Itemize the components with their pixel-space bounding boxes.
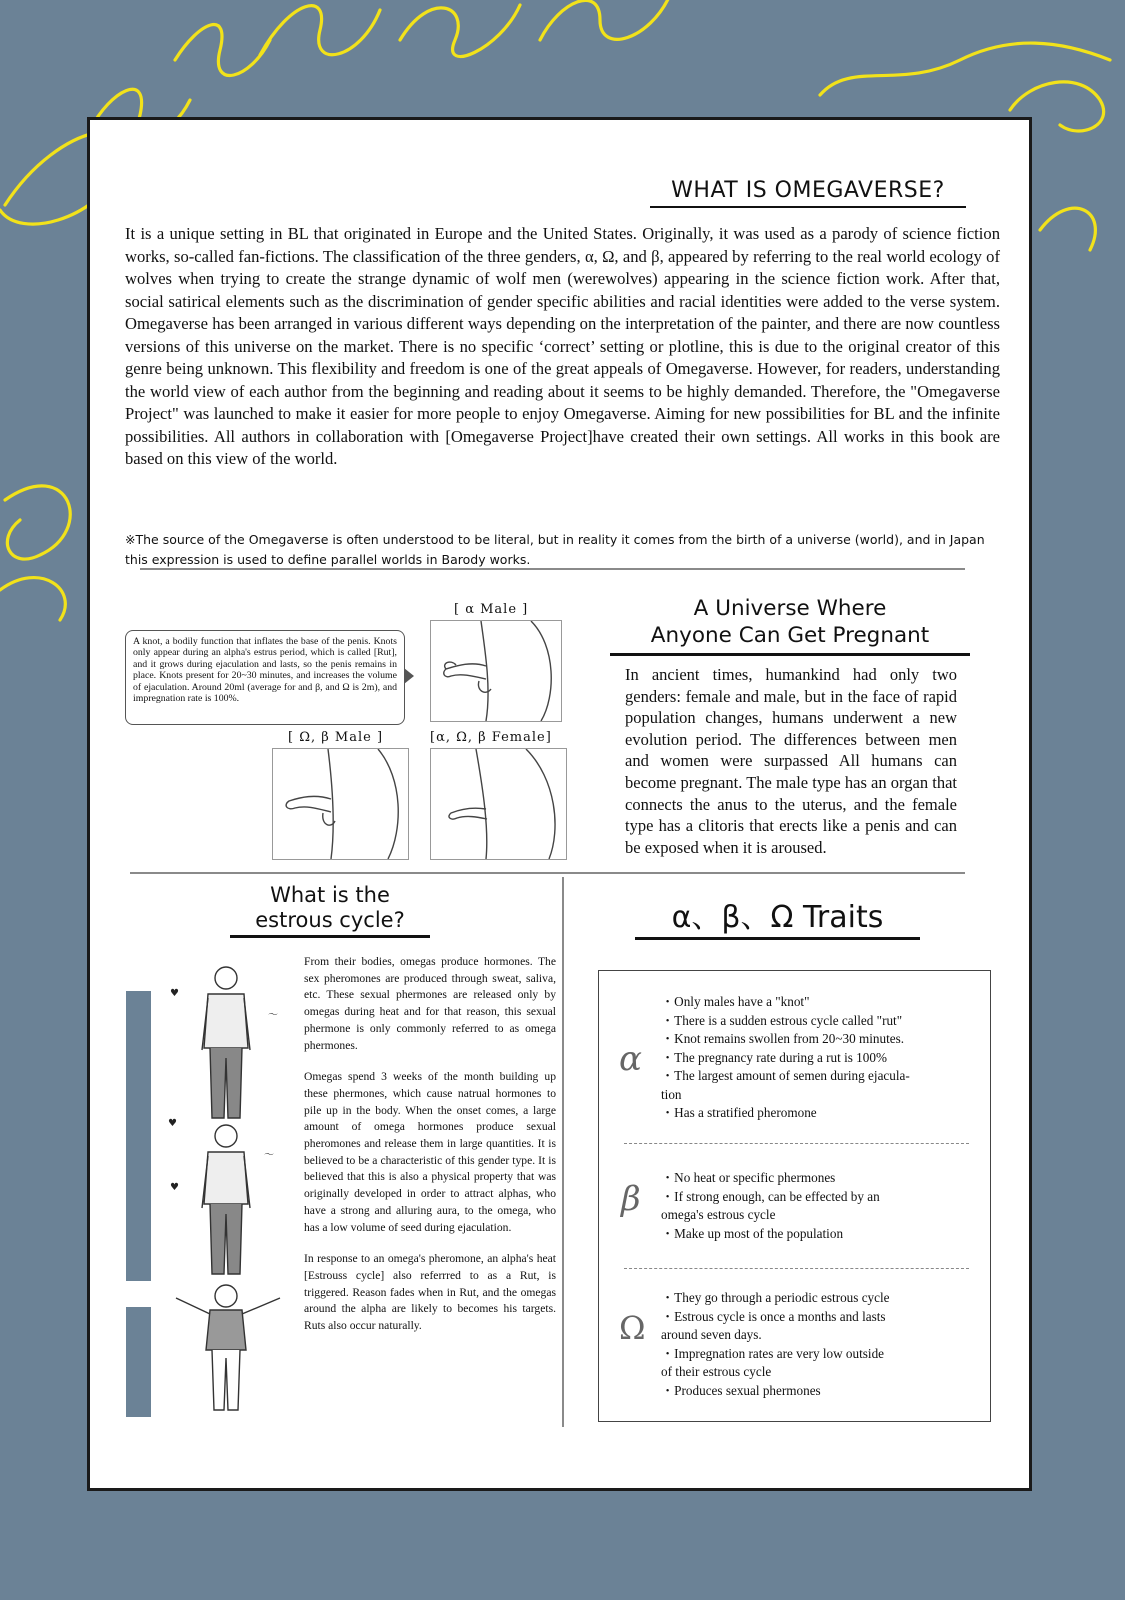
trait-item: ・Knot remains swollen from 20~30 minutes. [661,1031,905,1046]
trait-item: omega's estrous cycle [661,1207,776,1222]
figure-label-alpha-male: [ α Male ] [454,602,529,617]
trait-item: of their estrous cycle [661,1364,772,1379]
panel-bar-top [126,991,151,1281]
trait-item: ・Impregnation rates are very low outside [661,1345,885,1361]
section-divider-2 [130,872,965,874]
trait-item: ・If strong enough, can be effected by an [661,1188,880,1204]
column-divider [562,877,564,1427]
knot-callout: A knot, a bodily function that inflates the base of the penis. Knots only appear during an alpha's estrus period, which is called [Rut], and it grows during ejaculation and lasts, so the penis remains in place. Knots present for 20~30 minutes, and increases the volume of ejaculation. Around 20ml (average for and β, and Ω is 2m), and impregnation rate is 100%. [125,630,405,725]
figure-female [430,748,567,860]
female-illustration [431,749,566,859]
estrous-heading-line2: estrous cycle? [255,908,405,932]
universe-heading-line1: A Universe Where [693,596,887,621]
trait-divider [624,1143,969,1144]
trait-item: ・Estrous cycle is once a months and lasts [661,1308,886,1324]
estrous-heading [230,883,430,933]
traits-box [598,970,991,1422]
panel-bar-bottom [126,1307,151,1417]
estrous-heading-line1: What is the [270,883,390,907]
svg-text:♥: ♥ [168,1118,177,1129]
estrous-text [304,954,556,1350]
svg-text:〜: 〜 [264,1150,274,1161]
figure-label-female: [α, Ω, β Female] [430,730,552,745]
estrous-paragraph-1: From their bodies, omegas produce hormones. The sex pheromones are produced through sweat, saliva, etc. These sexual phermones are released only by omegas during heat and for that reason, this sexual phermone is only commonly referred to as omega phermones. [304,955,556,1052]
alpha-traits-list [661,993,910,1123]
svg-text:〜: 〜 [268,1010,278,1021]
estrous-heading-rule [230,935,430,938]
trait-item: ・Make up most of the population [661,1225,844,1241]
figure-omega-beta-male [272,748,409,860]
trait-divider [624,1268,969,1269]
page-title: WHAT IS OMEGAVERSE? [650,178,966,208]
figure-label-omega-beta-male: [ Ω, β Male ] [288,730,384,745]
section-divider [140,568,965,570]
trait-item: ・There is a sudden estrous cycle called "rut" [661,1012,903,1028]
trait-item: tion [661,1086,682,1102]
alpha-male-illustration [431,621,561,721]
omega-beta-male-illustration [273,749,408,859]
trait-item: ・They go through a periodic estrous cycle [661,1290,890,1305]
svg-text:♥: ♥ [170,988,179,999]
traits-heading: α、β、Ω Traits [671,900,884,935]
trait-item: around seven days. [661,1327,762,1342]
alpha-symbol-icon: α [619,1039,642,1079]
trait-item: ・Only males have a "knot" [661,994,810,1009]
trait-item: ・The pregnancy rate during a rut is 100% [661,1049,887,1065]
beta-traits-list [661,1169,880,1243]
trait-item: ・Produces sexual phermones [661,1382,821,1398]
intro-paragraph: It is a unique setting in BL that originated in Europe and the United States. Originally, it was used as a parody of science fiction works, so-called fan-fictions. The classification of the three genders, α, Ω, and β, appeared by referring to the real world ecology of wolves when trying to create the strange dynamic of wolf men (werewolves) appearing in the science fiction work. After that, social satirical elements such as the discrimination of gender specific abilities and racial identities were added to the verse system. Omegaverse has been arranged in various different ways depending on the interpretation of the painter, and there are now countless versions of this universe on the market. There is no specific ‘correct’ setting or plotline, this is due to the original creator of this genre being unknown. This flexibility and freedom is one of the great appeals of Omegaverse. However, for readers, understanding the world view of each author from the beginning and reading about it seems to be highly demanded. Therefore, the "Omegaverse Project" was launched to make it easier for more people to enjoy Omegaverse. Aiming for new possibilities for BL and the infinite possibilities. All authors in collaboration with [Omegaverse Project]have created their own settings. All works in this book are based on this view of the world. [125,224,1000,468]
trait-item: ・Has a stratified pheromone [661,1105,817,1120]
universe-heading [610,595,970,649]
estrous-paragraph-3: In response to an omega's pheromone, an alpha's heat [Estrouss cycle] also referrred to as a Rut, is triggered. Reason fades when in Rut, and the omegas around the alpha are likely to becomes his targets. Ruts also occur naturally. [304,1252,556,1333]
estrous-paragraph-2: Omegas spend 3 weeks of the month building up these phermones, which cause natrual hormones to pile up in the body. When the onset comes, a large amount of omega hormones produce sexual pheromones and release them in large quantities. It is believed to be a characteristic of this gender type. It is believed that this is also a physical property that was originally developed in order to attract alphas, who have a strong and alluring aura, to the omega, who has a low volume of seed during ejaculation. [304,1070,556,1234]
universe-heading-rule [610,653,970,656]
trait-item: ・No heat or specific phermones [661,1170,836,1185]
figures-illustration [168,958,298,1418]
omega-traits-list [661,1289,890,1400]
info-page [87,117,1032,1491]
traits-heading-rule [635,937,920,940]
svg-text:♥: ♥ [170,1182,179,1193]
trait-item: ・The largest amount of semen during ejacula- [661,1068,910,1083]
universe-heading-line2: Anyone Can Get Pregnant [650,623,930,648]
beta-symbol-icon: β [621,1179,641,1219]
omega-symbol-icon: Ω [619,1309,646,1347]
callout-pointer [404,668,414,684]
figure-alpha-male [430,620,562,722]
footnote: ※The source of the Omegaverse is often understood to be literal, but in reality it comes from the birth of a universe (world), and in Japan this expression is used to define parallel worlds in Barody works. [125,532,985,567]
universe-paragraph: In ancient times, humankind had only two genders: female and male, but in the face of rapid population changes, humans underwent a new evolution period. The differences between men and women were surpassed All humans can become pregnant. The male type has an organ that connects the anus to the uterus, and the female type has a clitoris that erects like a penis and can be exposed when it is aroused. [625,665,957,857]
